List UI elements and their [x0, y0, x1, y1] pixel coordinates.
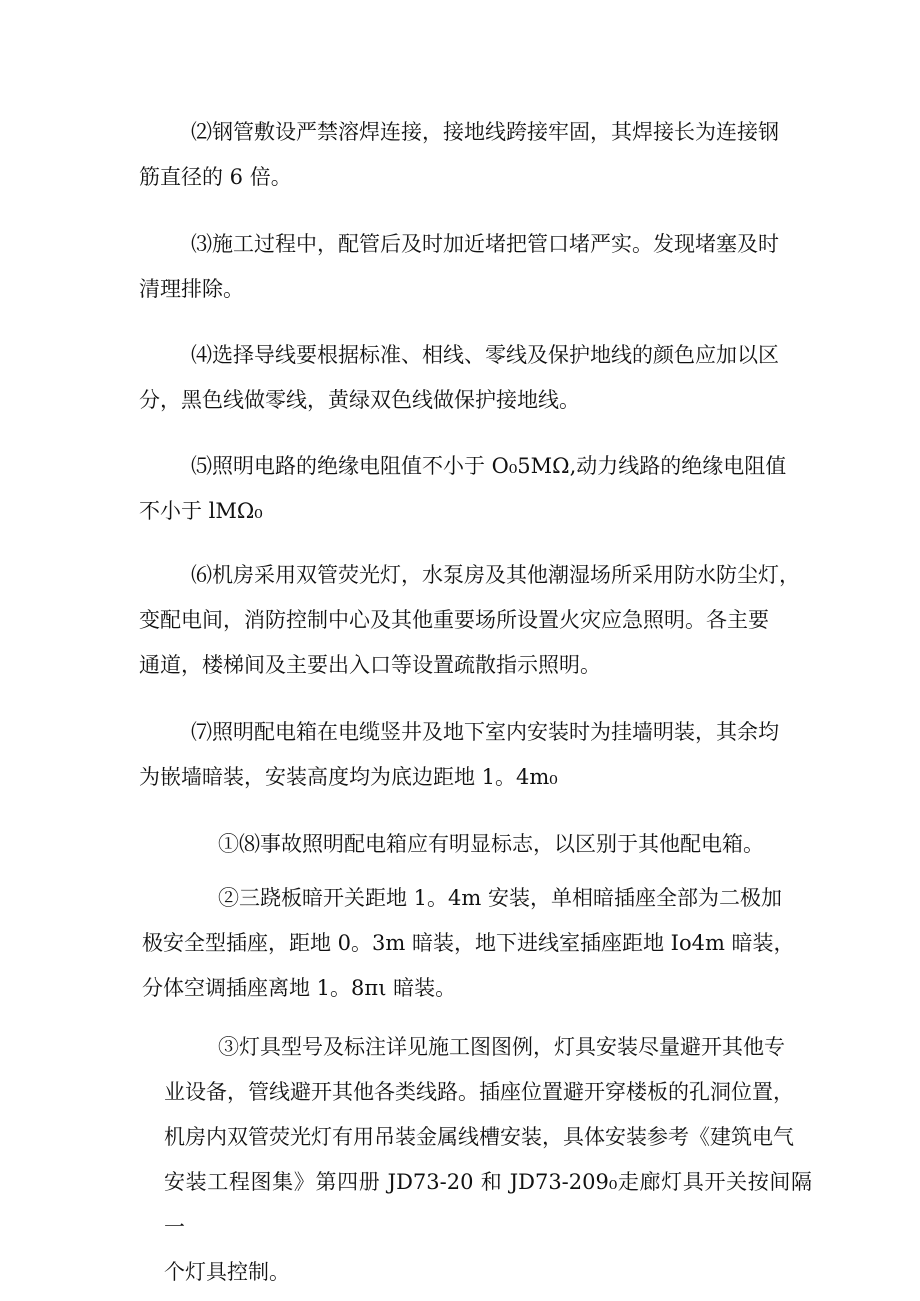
paragraph-line: ⑵钢管敷设严禁溶焊连接，接地线跨接牢固，其焊接长为连接钢	[191, 120, 779, 144]
paragraph-line: 个灯具控制。	[164, 1260, 290, 1284]
paragraph-line: ①⑻事故照明配电箱应有明显标志，以区别于其他配电箱。	[218, 832, 764, 856]
paragraph-line: ②三跷板暗开关距地 1。4m 安装，单相暗插座全部为二极加	[218, 886, 782, 910]
paragraph-line: ⑺照明配电箱在电缆竖井及地下室内安装时为挂墙明装，其余均	[191, 720, 779, 744]
paragraph-6-lighting	[139, 553, 811, 688]
paragraph-line: 不小于 lMΩ₀	[139, 499, 263, 523]
paragraph-5-insulation	[139, 444, 811, 534]
paragraph-line: 极安全型插座，距地 0。3m 暗装，地下进线室插座距地 Io4m 暗装，	[142, 931, 795, 955]
paragraph-switch-socket	[142, 876, 812, 1011]
paragraph-line: ⑷选择导线要根据标准、相线、零线及保护地线的颜色应加以区	[191, 343, 779, 367]
paragraph-line: 业设备，管线避开其他各类线路。插座位置避开穿楼板的孔洞位置，	[164, 1080, 794, 1104]
paragraph-line: 安装工程图集》第四册 JD73-20 和 JD73-209₀走廊灯具开关按间隔一	[164, 1170, 812, 1239]
paragraph-2-steel-pipe	[139, 110, 811, 200]
paragraph-line: ⑹机房采用双管荧光灯，水泵房及其他潮湿场所采用防水防尘灯，	[191, 563, 800, 587]
paragraph-line: 通道，楼梯间及主要出入口等设置疏散指示照明。	[139, 653, 601, 677]
paragraph-line: 分体空调插座离地 1。8πι 暗装。	[142, 976, 457, 1000]
paragraph-fixture-model	[164, 1025, 812, 1295]
paragraph-line: ③灯具型号及标注详见施工图图例，灯具安装尽量避开其他专	[218, 1035, 785, 1059]
paragraph-line: 分，黑色线做零线，黄绿双色线做保护接地线。	[139, 388, 580, 412]
paragraph-line: ⑸照明电路的绝缘电阻值不小于 O₀5MΩ,动力线路的绝缘电阻值	[191, 454, 787, 478]
paragraph-line: 筋直径的 6 倍。	[139, 165, 292, 189]
paragraph-7-distribution-box	[139, 710, 811, 800]
paragraph-line: 为嵌墙暗装，安装高度均为底边距地 1。4m₀	[139, 765, 558, 789]
paragraph-4-wire-selection	[139, 333, 811, 423]
paragraph-8-emergency-box	[142, 822, 812, 867]
paragraph-3-construction	[139, 222, 811, 312]
paragraph-line: 变配电间，消防控制中心及其他重要场所设置火灾应急照明。各主要	[139, 608, 769, 632]
paragraph-line: 清理排除。	[139, 277, 244, 301]
paragraph-line: ⑶施工过程中，配管后及时加近堵把管口堵严实。发现堵塞及时	[191, 232, 779, 256]
paragraph-line: 机房内双管荧光灯有用吊装金属线槽安装，具体安装参考《建筑电气	[164, 1125, 794, 1149]
